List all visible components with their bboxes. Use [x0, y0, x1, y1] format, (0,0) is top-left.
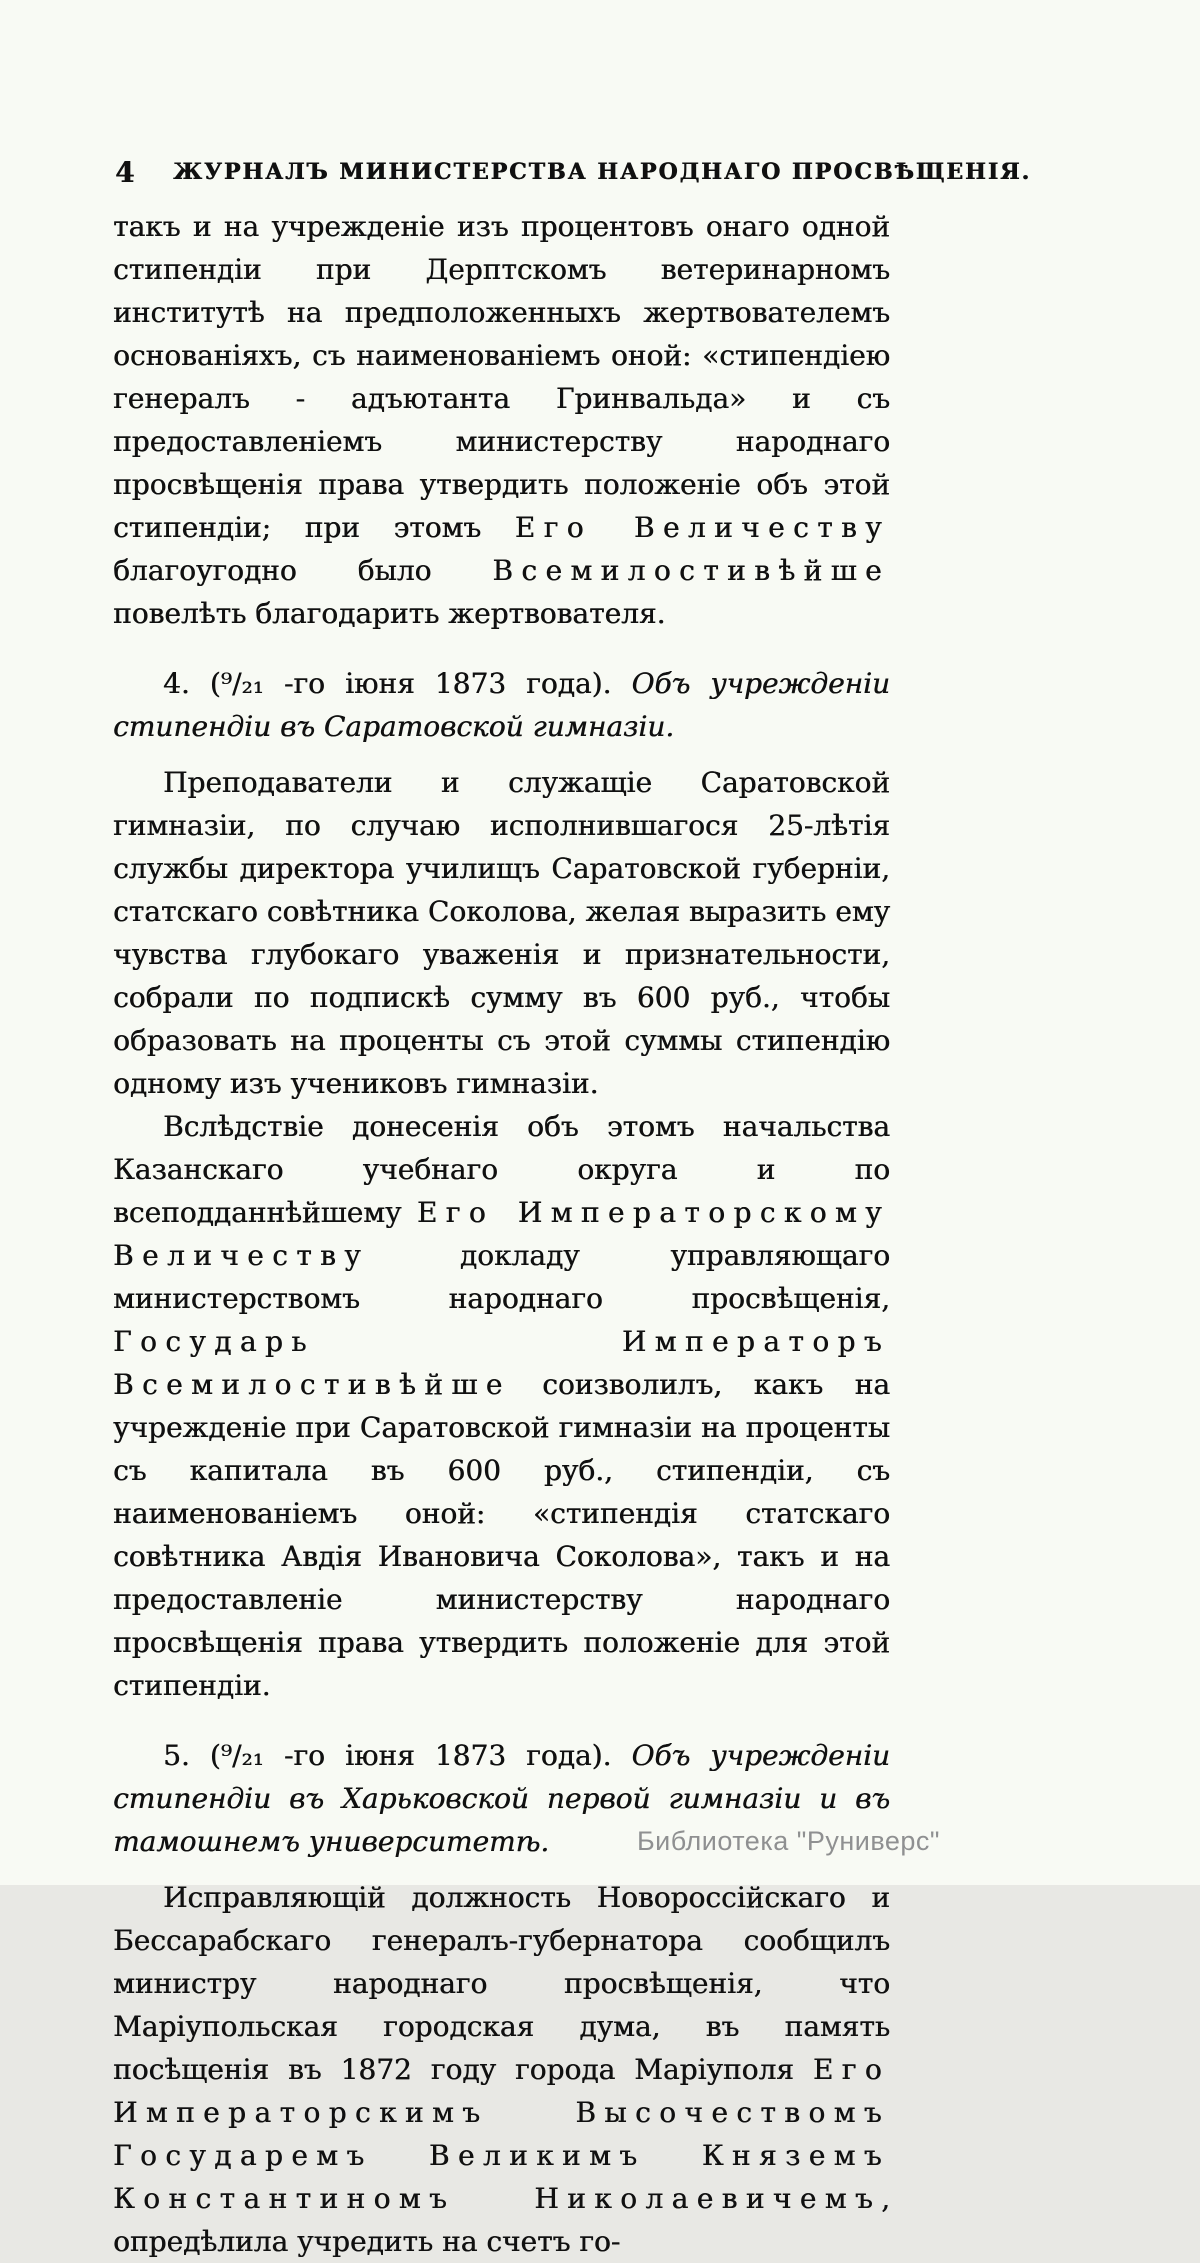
letterspaced-honorific-text: Его Императорскимъ Высочествомъ Государемъ Великимъ Княземъ Константиномъ Николаевичемъ — [113, 2053, 890, 2215]
library-watermark: Библиотека "Руниверс" — [636, 1826, 940, 1856]
text-segment: докладу управляющаго министерствомъ народнаго просвѣщенія, — [113, 1239, 890, 1315]
italic-decree-title: Объ учрежденіи стипендіи въ Саратовской гимназіи. — [113, 667, 890, 743]
journal-running-title: ЖУРНАЛЪ МИНИСТЕРСТВА НАРОДНАГО ПРОСВѢЩЕНІЯ. — [173, 159, 1032, 185]
body-paragraph — [113, 205, 890, 635]
text-column — [113, 205, 890, 2263]
text-segment: благоугодно было — [113, 554, 493, 587]
body-paragraph — [113, 1105, 890, 1707]
page-number: 4 — [115, 156, 135, 189]
text-segment: повелѣть благодарить жертвователя. — [113, 597, 666, 630]
text-segment: Вслѣдствіе донесенія объ этомъ начальства Казанскаго учебнаго округа и по всеподданнѣйшему — [113, 1110, 890, 1229]
letterspaced-honorific-text: Государь Императоръ Всемилостивѣйше — [113, 1325, 890, 1401]
section-heading — [113, 662, 890, 748]
letterspaced-honorific-text: Его Величеству — [514, 511, 891, 544]
text-segment: Исправляющій должность Новороссійскаго и Бессарабскаго генералъ-губернатора сообщилъ министру народнаго просвѣщенія, что Маріупольская городская дума, въ память посѣщенія въ 1872 году города Маріуполя — [113, 1881, 890, 2086]
running-head — [113, 156, 1032, 192]
letterspaced-honorific-text: Его Императорскому Величеству — [113, 1196, 890, 1272]
text-segment: , опредѣлила учредить на счетъ го- — [113, 2182, 890, 2258]
italic-decree-title: Объ учрежденіи стипендіи въ Харьковской первой гимназіи и въ тамошнемъ университетѣ. — [113, 1739, 890, 1858]
text-segment: соизволилъ, какъ на учрежденіе при Саратовской гимназіи на проценты съ капитала въ 600 руб., стипендіи, съ наименованіемъ оной: «стипендія статскаго совѣтника Авдія Ивановича Соколова», такъ и на предоставленіе министерству народнаго просвѣщенія права утвердить положеніе для этой стипендіи. — [113, 1368, 890, 1702]
text-segment: такъ и на учрежденіе изъ процентовъ онаго одной стипендіи при Дерптскомъ ветеринарномъ институтѣ на предположенныхъ жертвователемъ основаніяхъ, съ наименованіемъ оной: «стипендіею генералъ - адъютанта Гринвальда» и съ предоставленіемъ министерству народнаго просвѣщенія права утвердить положеніе объ этой стипендіи; при этомъ — [113, 210, 890, 544]
body-paragraph — [113, 761, 890, 1105]
text-segment: 4. (⁹/₂₁ -го іюня 1873 года). — [163, 667, 632, 700]
text-segment: Преподаватели и служащіе Саратовской гимназіи, по случаю исполнившагося 25-лѣтія службы директора училищъ Саратовской губерніи, статскаго совѣтника Соколова, желая выразить ему чувства глубокаго уваженія и признательности, собрали по подпискѣ сумму въ 600 руб., чтобы образовать на проценты съ этой суммы стипендію одному изъ учениковъ гимназіи. — [113, 766, 890, 1100]
letterspaced-honorific-text: Всемилостивѣйше — [492, 554, 890, 587]
body-paragraph — [113, 1876, 890, 2263]
text-segment: 5. (⁹/₂₁ -го іюня 1873 года). — [163, 1739, 632, 1772]
